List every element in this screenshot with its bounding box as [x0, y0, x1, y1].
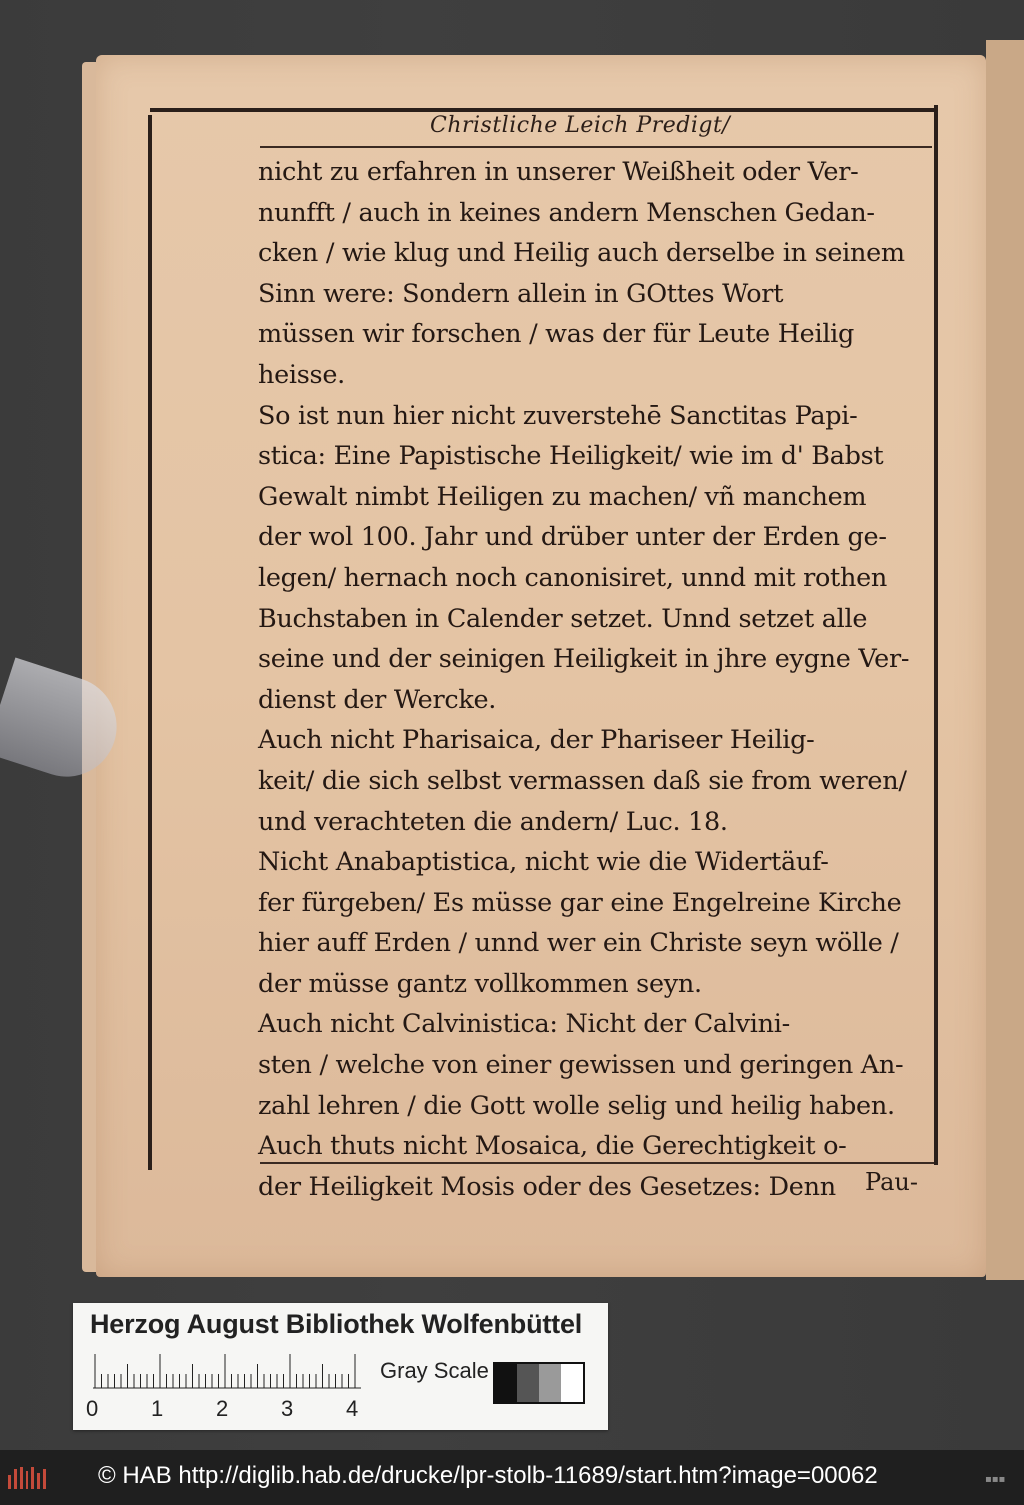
text-line: Buchstaben in Calender setzet. Unnd setzet alle — [258, 603, 868, 634]
library-label-card — [73, 1303, 608, 1430]
text-line: cken / wie klug und Heilig auch derselbe in seinem — [258, 238, 905, 269]
text-line: Auch nicht Calvinistica: Nicht der Calvini- — [258, 1009, 790, 1040]
text-line: So ist nun hier nicht zuverstehē Sanctitas Papi- — [258, 400, 858, 431]
text-line: zahl lehren / die Gott wolle selig und heilig haben. — [258, 1090, 895, 1121]
gray-swatch — [561, 1364, 583, 1402]
running-head: Christliche Leich Predigt/ — [430, 113, 731, 138]
ruler-number: 1 — [151, 1396, 164, 1421]
viewer-footer — [0, 1450, 1024, 1505]
text-line: der müsse gantz vollkommen seyn. — [258, 968, 702, 999]
text-line: hier auff Erden / unnd wer ein Christe seyn wölle / — [258, 928, 899, 959]
text-line: nunfft / auch in keines andern Menschen Gedan- — [258, 197, 875, 228]
copyright-url[interactable]: © HAB http://diglib.hab.de/drucke/lpr-stolb-11689/start.htm?image=00062 — [98, 1462, 878, 1489]
text-line: legen/ hernach noch canonisiret, unnd mit rothen — [258, 562, 888, 593]
ruler-number: 0 — [86, 1396, 99, 1421]
gray-scale-label: Gray Scale — [380, 1358, 489, 1383]
ruler-number: 3 — [281, 1396, 294, 1421]
text-line: Auch thuts nicht Mosaica, die Gerechtigkeit o- — [258, 1131, 847, 1162]
text-line: Auch nicht Pharisaica, der Phariseer Heilig- — [258, 725, 815, 756]
facing-page-edge — [986, 40, 1024, 1280]
frame-left-rule — [148, 115, 152, 1170]
ruler-number: 2 — [216, 1396, 229, 1421]
text-line: und verachteten die andern/ Luc. 18. — [258, 806, 728, 837]
text-line: fer fürgeben/ Es müsse gar eine Engelreine Kirche — [258, 887, 902, 918]
footer-end-mark: ▪▪▪ — [985, 1474, 1006, 1485]
catchword: Pau- — [865, 1168, 918, 1196]
text-line: sten / welche von einer gewissen und geringen An- — [258, 1050, 904, 1081]
ruler-numbers — [86, 1396, 376, 1424]
frame-right-rule — [934, 105, 938, 1165]
gray-swatch — [517, 1364, 539, 1402]
text-line: stica: Eine Papistische Heiligkeit/ wie im d' Babst — [258, 441, 884, 472]
text-line: müssen wir forschen / was der für Leute Heilig — [258, 319, 855, 350]
text-line: Gewalt nimbt Heiligen zu machen/ vñ manchem — [258, 481, 867, 512]
cm-ruler — [93, 1349, 361, 1389]
text-line: Nicht Anabaptistica, nicht wie die Widertäuf- — [258, 847, 829, 878]
gray-scale-swatches — [493, 1362, 585, 1404]
library-name: Herzog August Bibliothek Wolfenbüttel — [90, 1309, 583, 1339]
hab-logo-icon[interactable] — [8, 1467, 46, 1489]
text-line: Sinn were: Sondern allein in GOttes Wort — [258, 278, 784, 309]
text-line: dienst der Wercke. — [258, 684, 497, 715]
text-line: keit/ die sich selbst vermassen daß sie from weren/ — [258, 765, 907, 796]
text-line: der wol 100. Jahr und drüber unter der Erden ge- — [258, 522, 887, 553]
text-line: seine und der seinigen Heiligkeit in jhre eygne Ver- — [258, 644, 910, 675]
text-line: der Heiligkeit Mosis oder des Gesetzes: Denn — [258, 1171, 836, 1202]
text-line: heisse. — [258, 359, 345, 390]
text-line: nicht zu erfahren in unserer Weißheit oder Ver- — [258, 157, 859, 187]
gray-swatch — [495, 1364, 517, 1402]
gray-swatch — [539, 1364, 561, 1402]
page-text — [258, 152, 918, 1207]
frame-top-rule — [150, 108, 936, 112]
ruler-number: 4 — [346, 1396, 359, 1421]
